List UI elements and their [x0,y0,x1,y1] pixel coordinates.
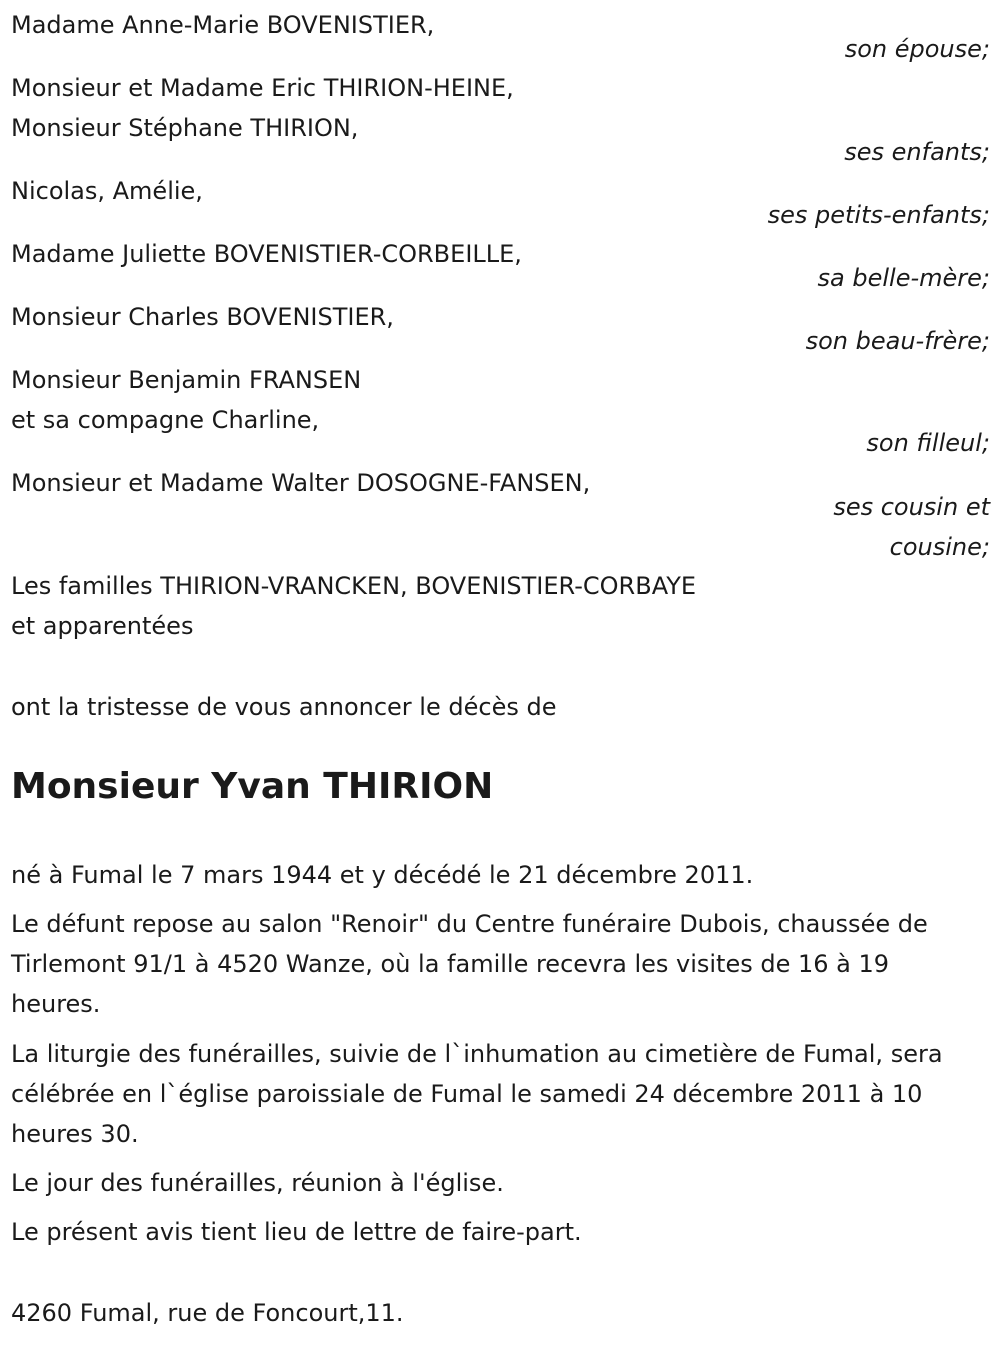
mourner-line: Monsieur Benjamin FRANSEN [11,366,362,394]
mourner-line: Monsieur Charles BOVENISTIER, [11,303,394,331]
meeting-note: Le jour des funérailles, réunion à l'église. [11,1169,504,1197]
mourner-line: et sa compagne Charline, [11,406,320,434]
decedent-name: Monsieur Yvan THIRION [11,766,494,807]
mourner-line: Nicolas, Amélie, [11,177,203,205]
viewing-details: Le défunt repose au salon "Renoir" du Centre funéraire Dubois, chaussée de Tirlemont 91/1 à 4520 Wanze, où la famille recevra les visites de 16 à 19 heures. [11,910,928,1018]
funeral-liturgy: La liturgie des funérailles, suivie de l`inhumation au cimetière de Fumal, sera célébrée en l`église paroissiale de Fumal le samedi 24 décembre 2011 à 10 heures 30. [11,1040,943,1148]
relation-label: son épouse; [844,35,990,63]
relation-label: son filleul; [866,429,990,457]
mourner-line: Monsieur et Madame Walter DOSOGNE-FANSEN, [11,469,591,497]
relation-label: sa belle-mère; [817,264,990,292]
mourner-line: Monsieur et Madame Eric THIRION-HEINE, [11,74,514,102]
birth-death-dates: né à Fumal le 7 mars 1944 et y décédé le 21 décembre 2011. [11,861,754,889]
relation-label: ses enfants; [844,138,990,166]
relation-label: ses petits-enfants; [767,201,990,229]
mourner-line: Madame Anne-Marie BOVENISTIER, [11,11,435,39]
mourner-line: Madame Juliette BOVENISTIER-CORBEILLE, [11,240,522,268]
notice-statement: Le présent avis tient lieu de lettre de faire-part. [11,1218,582,1246]
relation-label: ses cousin et [833,493,990,521]
relation-label: son beau-frère; [805,327,990,355]
family-address: 4260 Fumal, rue de Foncourt,11. [11,1299,404,1327]
mourner-line: Monsieur Stéphane THIRION, [11,114,359,142]
family-line: et apparentées [11,612,194,640]
announcement-text: ont la tristesse de vous annoncer le décès de [11,693,557,721]
family-line: Les familles THIRION-VRANCKEN, BOVENISTIER-CORBAYE [11,572,697,600]
relation-label: cousine; [889,533,990,561]
